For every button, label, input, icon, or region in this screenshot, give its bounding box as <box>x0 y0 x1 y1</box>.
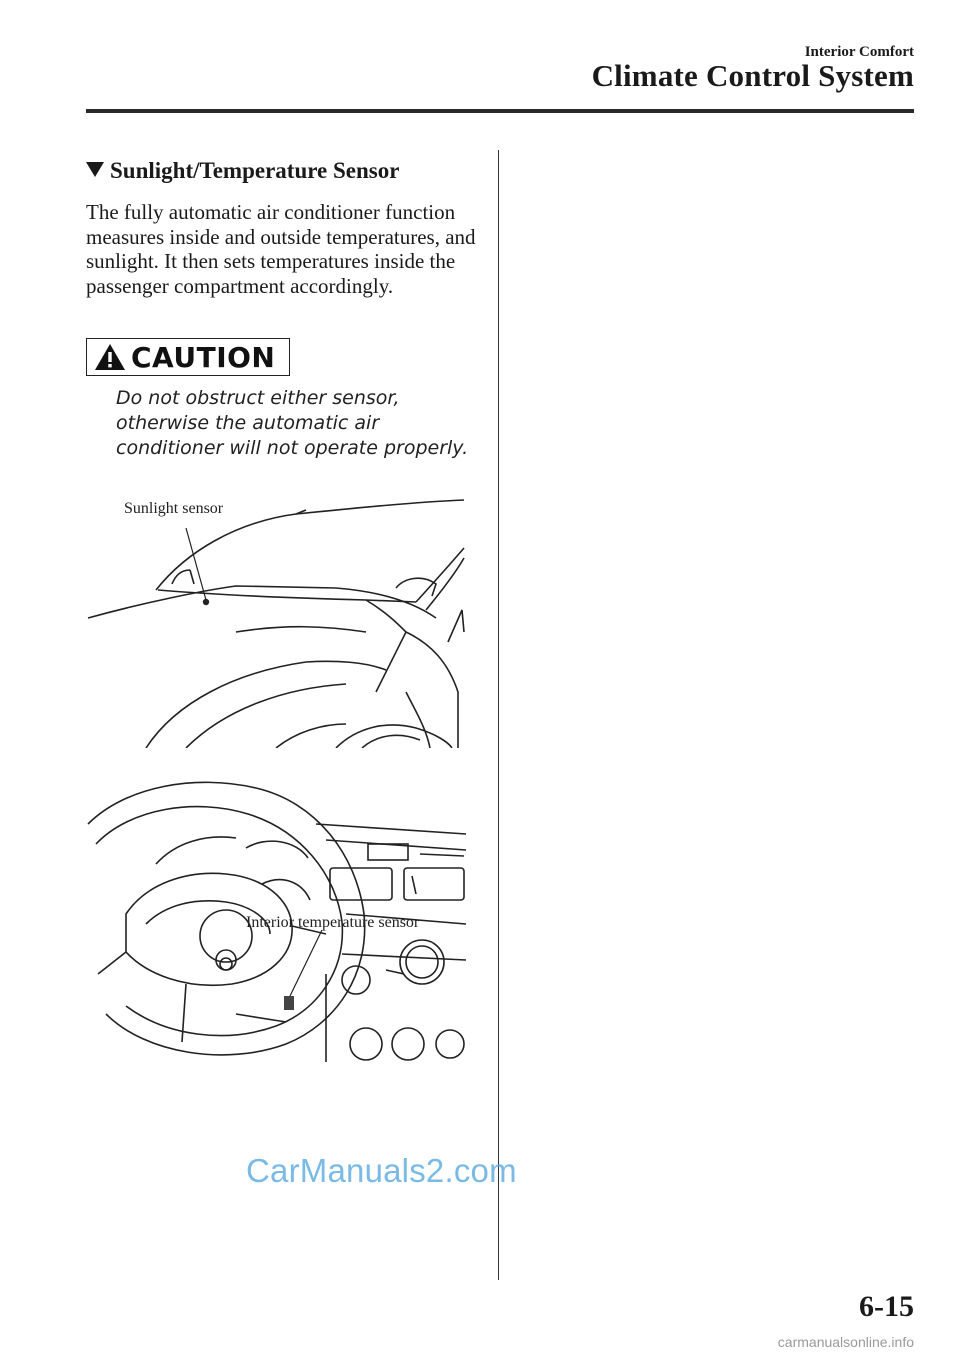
section-body-text: The fully automatic air conditioner function measures inside and outside temperatures, and sunlight. It then sets temperatures inside the passenger compartment accordingly. <box>86 200 476 298</box>
page-number: 6-15 <box>859 1290 914 1323</box>
watermark-logo: CarManuals2.com <box>246 1152 517 1189</box>
header-section-label: Interior Comfort <box>804 44 914 60</box>
page-title: Climate Control System <box>591 58 914 93</box>
caution-badge <box>86 338 290 376</box>
header-divider <box>86 109 914 113</box>
section-heading-text: Sunlight/Temperature Sensor <box>110 158 400 183</box>
column-divider <box>498 150 499 1280</box>
interior-temperature-sensor-label: Interior temperature sensor <box>246 914 420 931</box>
caution-label: CAUTION <box>131 340 276 374</box>
sunlight-sensor-label: Sunlight sensor <box>124 500 224 517</box>
caution-text: Do not obstruct either sensor, otherwise the automatic air conditioner will not operate properly. <box>116 387 469 459</box>
warning-triangle-icon <box>93 342 127 372</box>
section-heading <box>86 158 399 184</box>
triangle-bullet-icon <box>86 162 104 177</box>
footer-watermark: carmanualsonline.info <box>777 1334 914 1350</box>
sunlight-sensor-illustration <box>86 492 466 748</box>
